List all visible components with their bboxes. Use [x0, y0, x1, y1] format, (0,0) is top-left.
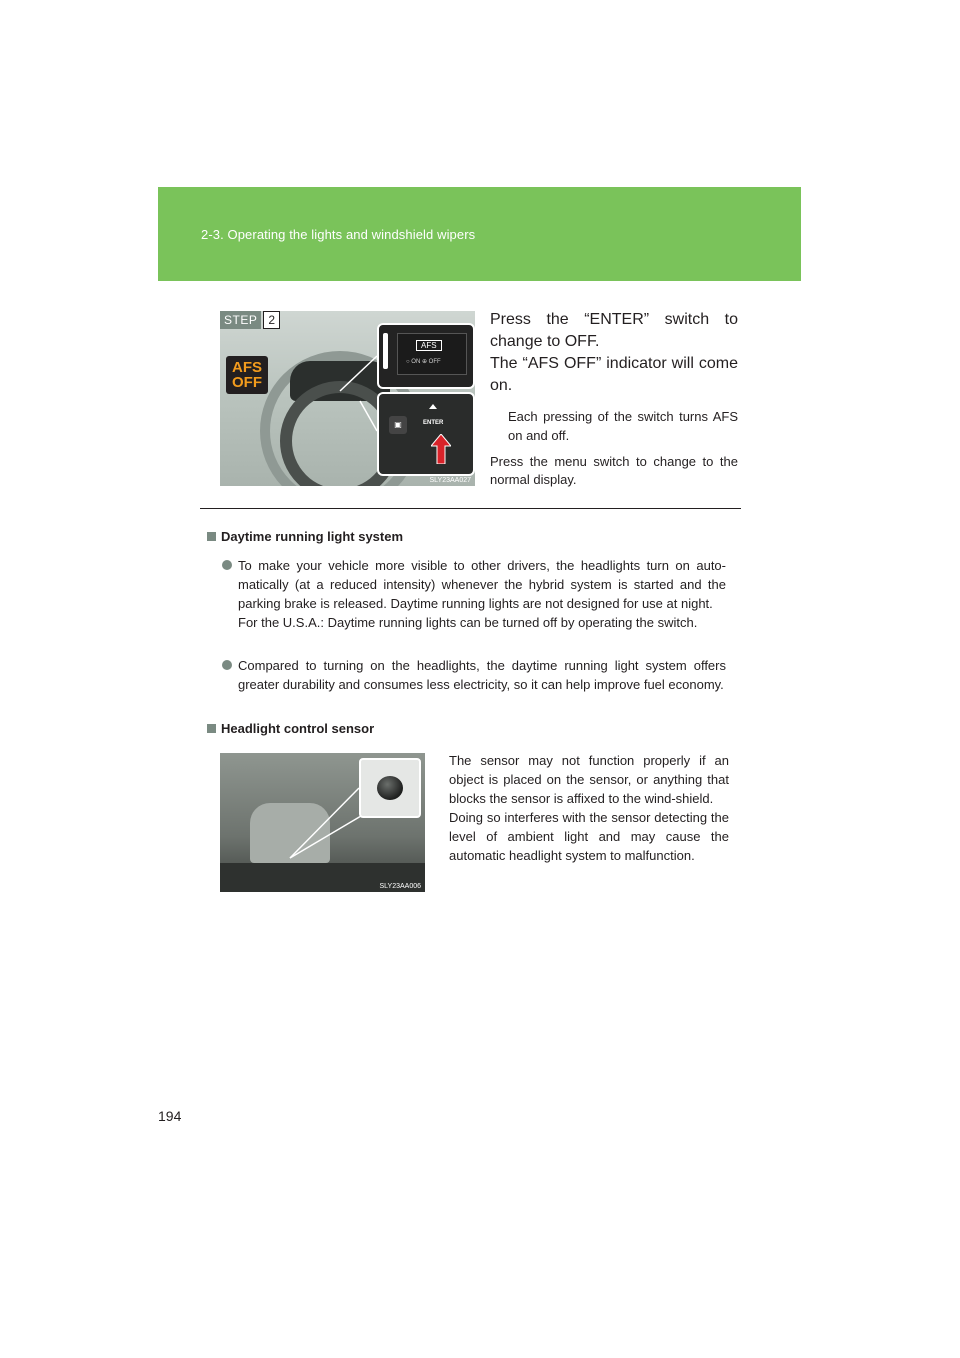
circle-bullet-icon — [222, 560, 232, 570]
light-sensor-icon — [377, 776, 403, 800]
list-item — [222, 656, 726, 694]
step-word: STEP — [220, 311, 261, 329]
step-number: 2 — [263, 311, 280, 329]
step-main-text-2: The “AFS OFF” indicator will come on. — [490, 355, 738, 394]
leader-lines — [220, 311, 475, 486]
afs-switch-illustration — [220, 311, 475, 486]
figure-code: SLY23AA027 — [429, 477, 471, 484]
section-title: 2-3. Operating the lights and windshield wipers — [201, 227, 476, 242]
figure-code: SLY23AA006 — [379, 883, 421, 890]
sensor-description — [449, 751, 729, 865]
section-heading-text: Daytime running light system — [221, 529, 404, 544]
afs-on-off-legend: ○ ON ⊕ OFF — [406, 359, 441, 365]
section-heading-daytime — [207, 529, 403, 544]
square-bullet-icon — [207, 532, 216, 541]
divider-line — [200, 508, 741, 509]
step-note-text: Press the menu switch to change to the normal display. — [490, 454, 738, 487]
menu-switch-icon: ▣ — [389, 416, 407, 434]
square-bullet-icon — [207, 724, 216, 733]
page-number: 194 — [158, 1108, 182, 1124]
headlight-sensor-illustration — [220, 753, 425, 892]
bullet-text: To make your vehicle more visible to other drivers, the headlights turn on auto-matically (at a reduced intensity) whenever the hybrid system is started and the parking brake is released. Daytime running lights are not designed for use at night. — [238, 558, 726, 611]
step-main-text-1: Press the “ENTER” switch to change to OFF. — [490, 311, 738, 350]
sensor-inset — [359, 758, 421, 818]
list-item — [222, 556, 726, 632]
afs-badge-line-2: OFF — [232, 374, 262, 391]
sensor-paragraph-1: The sensor may not function properly if an object is placed on the sensor, or anything that blocks the sensor is affixed to the wind-shield. — [449, 753, 729, 806]
afs-screen-label: AFS — [416, 340, 442, 351]
bullet-extra-text: For the U.S.A.: Daytime running lights can be turned off by operating the switch. — [238, 615, 698, 630]
sensor-paragraph-2: Doing so interferes with the sensor detecting the level of ambient light and may cause the automatic headlight system to malfunction. — [449, 810, 729, 863]
enter-switch-label: ENTER — [423, 420, 444, 426]
section-header-bar — [158, 187, 801, 281]
step-instructions — [490, 309, 738, 489]
step-sub-text: Each pressing of the switch turns AFS on and off. — [508, 409, 738, 443]
section-heading-text: Headlight control sensor — [221, 721, 375, 736]
circle-bullet-icon — [222, 660, 232, 670]
bullet-text: Compared to turning on the headlights, the daytime running light system offers greater durability and consumes less electricity, so it can help improve fuel economy. — [238, 658, 726, 692]
afs-badge-line-1: AFS — [232, 359, 262, 376]
section-heading-sensor — [207, 721, 374, 736]
